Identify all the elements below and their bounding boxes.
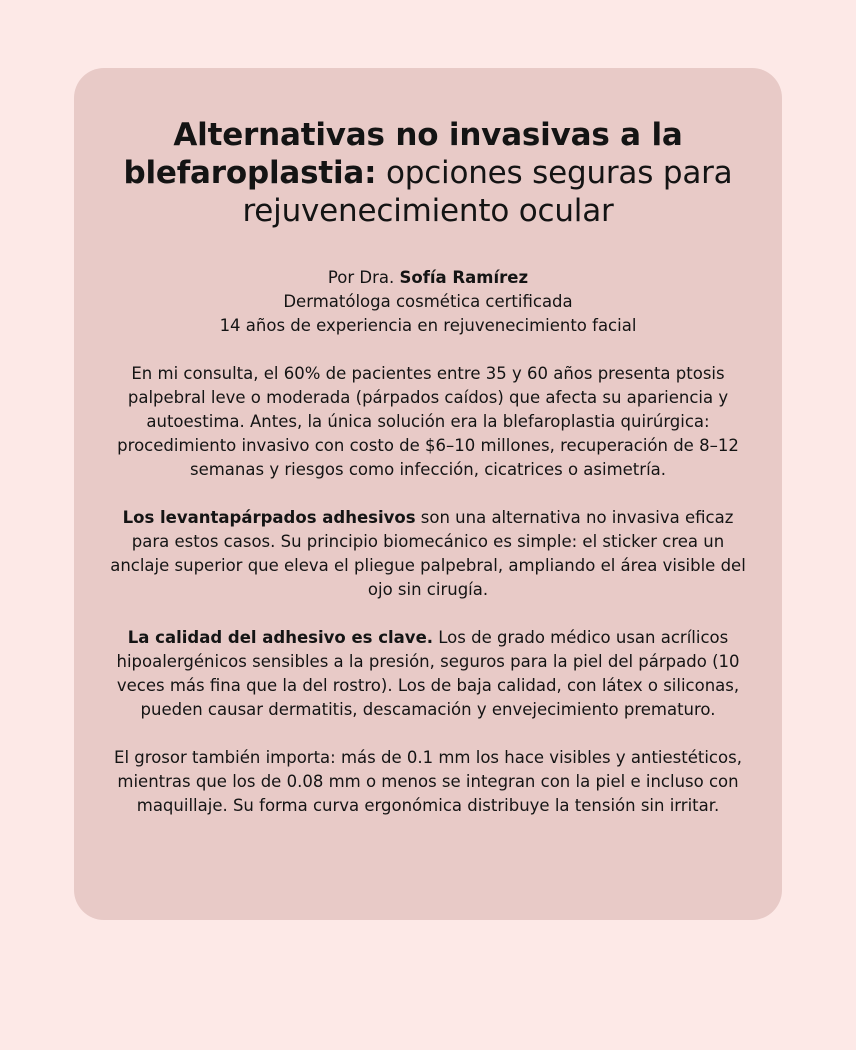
paragraph-intro <box>98 362 758 482</box>
paragraph-text: son una alternativa no invasiva eficaz para estos casos. Su principio biomecánico es simple: el sticker crea un anclaje superior que eleva el pliegue palpebral, ampliando el área visible del ojo sin cirugía. <box>110 508 746 599</box>
paragraph-adhesive-lifters <box>98 506 758 602</box>
author-byline <box>98 266 758 338</box>
paragraph-thickness <box>98 746 758 818</box>
article-card <box>74 68 782 920</box>
author-prefix: Por Dra. <box>327 268 400 287</box>
paragraph-adhesive-quality <box>98 626 758 722</box>
article-title-bold: Alternativas no invasivas a la blefaroplastia: <box>123 117 683 191</box>
paragraph-text: Los de grado médico usan acrílicos hipoalergénicos sensibles a la presión, seguros para la piel del párpado (10 veces más fina que la del rostro). Los de baja calidad, con látex o siliconas, pueden causar dermatitis, descamación y envejecimiento prematuro. <box>116 628 740 719</box>
author-credential: Dermatóloga cosmética certificada <box>283 292 573 311</box>
article-title-rest: opciones seguras para rejuvenecimiento ocular <box>242 155 733 229</box>
paragraph-text: El grosor también importa: más de 0.1 mm los hace visibles y antiestéticos, mientras que los de 0.08 mm o menos se integran con la piel e incluso con maquillaje. Su forma curva ergonómica distribuye la tensión sin irritar. <box>114 748 742 815</box>
paragraph-lead: La calidad del adhesivo es clave. <box>127 628 434 647</box>
paragraph-lead: Los levantapárpados adhesivos <box>122 508 416 527</box>
paragraph-text: En mi consulta, el 60% de pacientes entre 35 y 60 años presenta ptosis palpebral leve o moderada (párpados caídos) que afecta su apariencia y autoestima. Antes, la única solución era la blefaroplastia quirúrgica: procedimiento invasivo con costo de $6–10 millones, recuperación de 8–12 semanas y riesgos como infección, cicatrices o asimetría. <box>117 364 739 479</box>
author-name: Sofía Ramírez <box>399 268 529 287</box>
author-experience: 14 años de experiencia en rejuvenecimiento facial <box>219 316 637 335</box>
article-title <box>98 116 758 230</box>
author-line <box>98 266 758 290</box>
